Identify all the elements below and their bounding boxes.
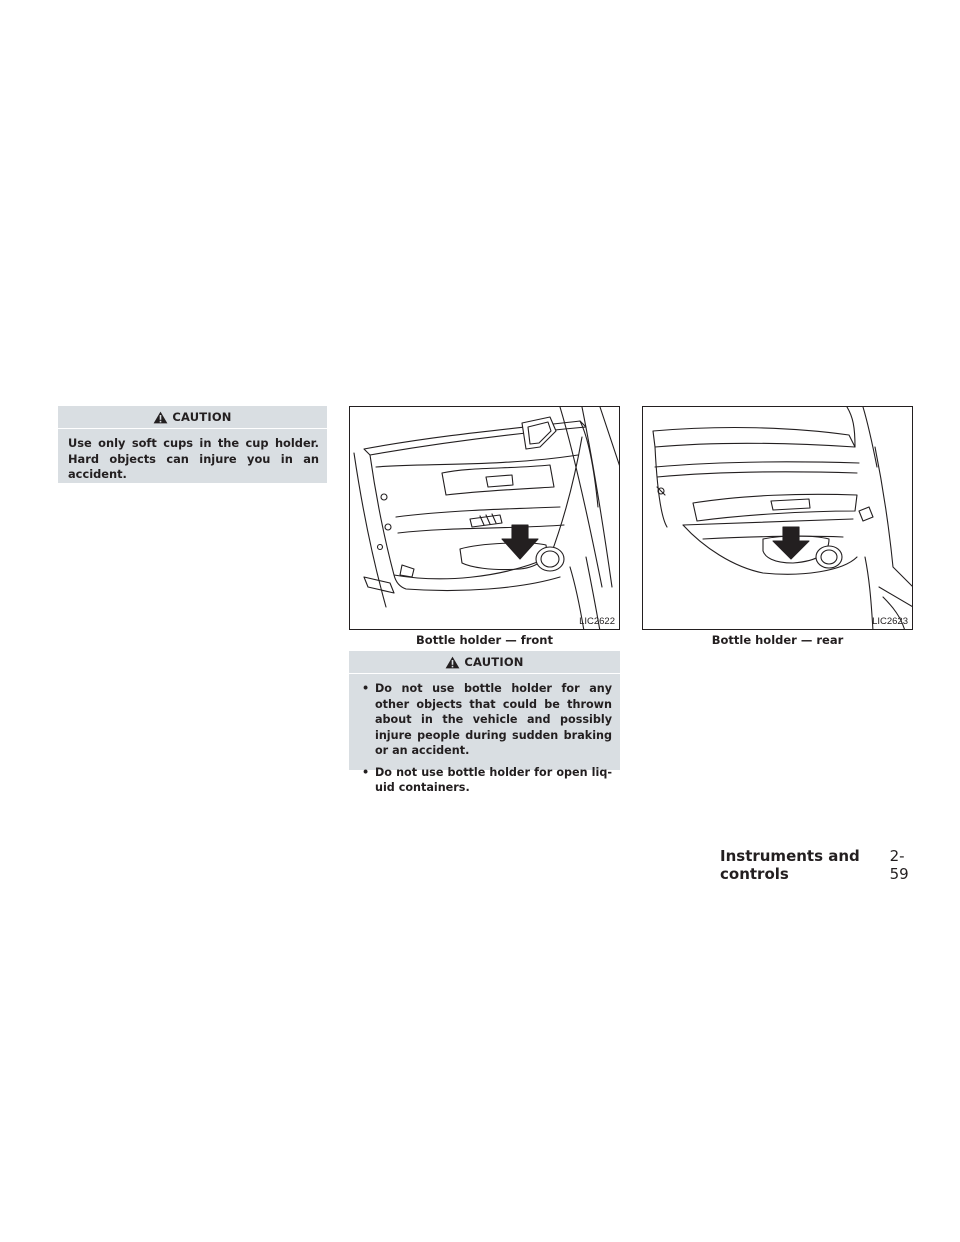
figure-code: LIC2623 (872, 616, 908, 627)
warning-triangle-icon (153, 411, 168, 424)
caution-list-item: • Do not use bottle holder for open liq-uid containers. (359, 765, 612, 796)
figure-bottle-holder-front (349, 406, 620, 630)
caution-heading: CAUTION (464, 655, 524, 669)
figure-code: LIC2622 (579, 616, 615, 627)
figure-caption-rear: Bottle holder — rear (711, 633, 844, 647)
front-door-illustration (350, 407, 620, 630)
caution-box-bottle-holder (349, 651, 620, 794)
caution-header (58, 406, 327, 429)
caution-list-wrap (349, 674, 620, 810)
caution-heading: CAUTION (172, 410, 232, 424)
caution-box-cup-holder (58, 406, 327, 483)
rear-door-illustration (643, 407, 913, 630)
page-number: 2-59 (889, 847, 909, 883)
caution-header (349, 651, 620, 674)
footer-section-title: Instruments and controls (720, 847, 860, 883)
figure-caption-front: Bottle holder — front (416, 633, 553, 647)
warning-triangle-icon (445, 656, 460, 669)
figure-bottle-holder-rear (642, 406, 913, 630)
caution-list (359, 681, 612, 796)
page-footer (720, 847, 916, 883)
caution-list-item: • Do not use bottle holder for any other objects that could be thrown about in the vehicle and possibly injure people during sudden braking or an accident. (359, 681, 612, 759)
caution-text: Use only soft cups in the cup holder. Hard objects can injure you in an accident. (68, 436, 319, 481)
